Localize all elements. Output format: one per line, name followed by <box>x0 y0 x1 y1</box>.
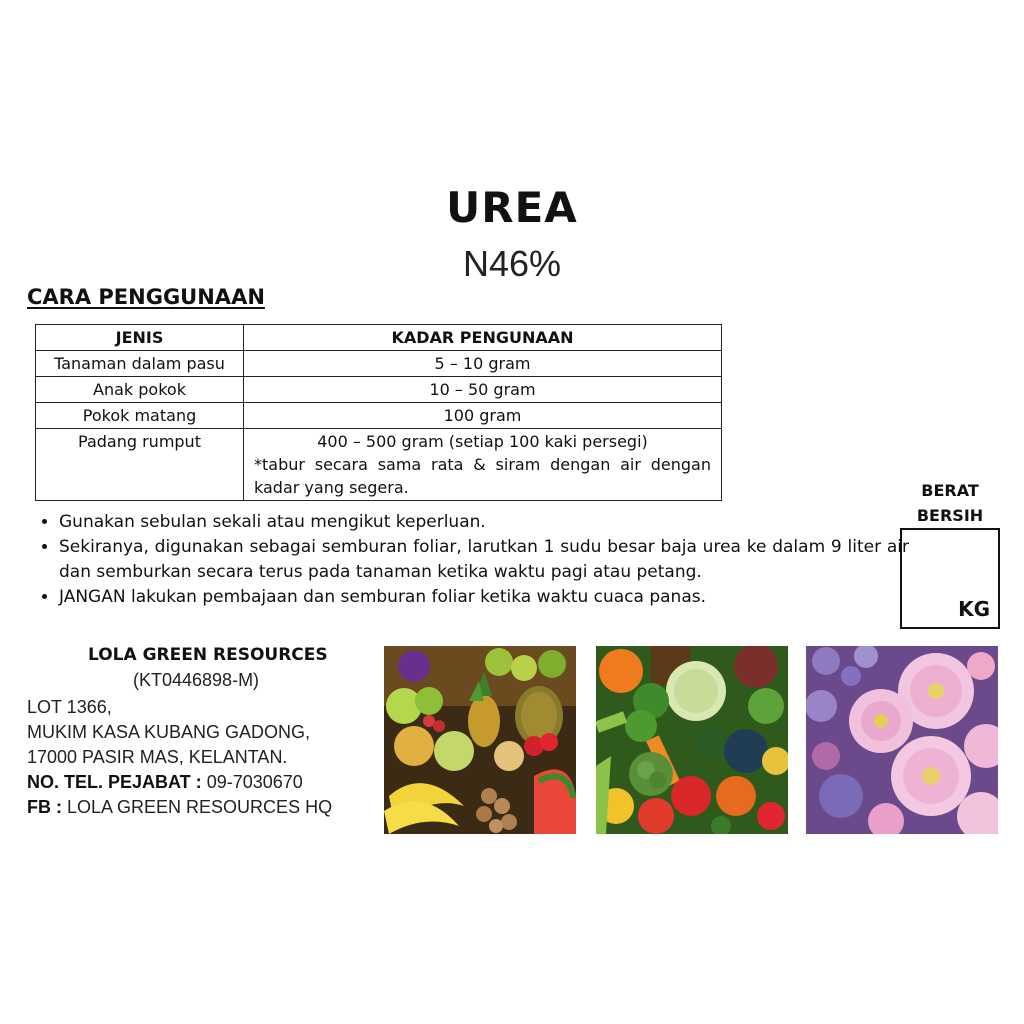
net-weight-box <box>900 528 1000 629</box>
net-weight-unit: KG <box>958 597 990 621</box>
net-weight-label-line2: BERSIH <box>916 506 984 525</box>
net-weight-label <box>895 478 1005 528</box>
table-row <box>36 377 722 403</box>
fb-label: FB : <box>27 797 62 817</box>
row-type: Anak pokok <box>36 377 244 403</box>
fruits-photo <box>384 646 576 834</box>
product-title: UREA <box>446 183 578 232</box>
row-type: Tanaman dalam pasu <box>36 351 244 377</box>
table-row <box>36 429 722 501</box>
fruits-illustration <box>384 646 576 834</box>
phone-number: 09-7030670 <box>201 772 303 792</box>
column-header-type: JENIS <box>36 325 244 351</box>
flowers-photo <box>806 646 998 834</box>
row-note: *tabur secara sama rata & siram dengan air dengan kadar yang segera. <box>254 455 711 497</box>
usage-instructions-list <box>32 510 909 610</box>
list-item: • Gunakan sebulan sekali atau mengikut keperluan. <box>59 510 909 535</box>
row-rate: 10 – 50 gram <box>244 377 722 403</box>
row-rate: 100 gram <box>244 403 722 429</box>
row-rate: 5 – 10 gram <box>244 351 722 377</box>
company-reg-no: (KT0446898-M) <box>133 670 260 690</box>
phone-line <box>27 772 303 793</box>
table-header-row <box>36 325 722 351</box>
address-line-1: LOT 1366, <box>27 697 112 717</box>
row-type: Pokok matang <box>36 403 244 429</box>
flowers-illustration <box>806 646 998 834</box>
row-rate-cell <box>244 429 722 501</box>
list-item: • Sekiranya, digunakan sebagai semburan foliar, larutkan 1 sudu besar baja urea ke dalam 9 liter air dan semburkan secara terus pada tanaman ketika waktu pagi atau petang. <box>59 535 909 585</box>
net-weight-label-line1: BERAT <box>921 481 979 500</box>
table-row <box>36 403 722 429</box>
address-line-3: 17000 PASIR MAS, KELANTAN. <box>27 747 288 767</box>
usage-heading: CARA PENGGUNAAN <box>27 285 265 309</box>
product-formula: N46% <box>462 243 562 284</box>
phone-label: NO. TEL. PEJABAT : <box>27 772 202 792</box>
column-header-rate: KADAR PENGUNAAN <box>244 325 722 351</box>
list-item: • JANGAN lakukan pembajaan dan semburan foliar ketika waktu cuaca panas. <box>59 585 909 610</box>
table-row <box>36 351 722 377</box>
address-line-2: MUKIM KASA KUBANG GADONG, <box>27 722 311 742</box>
facebook-line <box>27 797 332 818</box>
row-rate: 400 – 500 gram (setiap 100 kaki persegi) <box>317 432 648 451</box>
fb-page: LOLA GREEN RESOURCES HQ <box>62 797 333 817</box>
vegetables-illustration <box>596 646 788 834</box>
usage-table <box>35 324 722 501</box>
vegetables-photo <box>596 646 788 834</box>
row-type: Padang rumput <box>36 429 244 501</box>
company-name: LOLA GREEN RESOURCES <box>88 645 328 665</box>
